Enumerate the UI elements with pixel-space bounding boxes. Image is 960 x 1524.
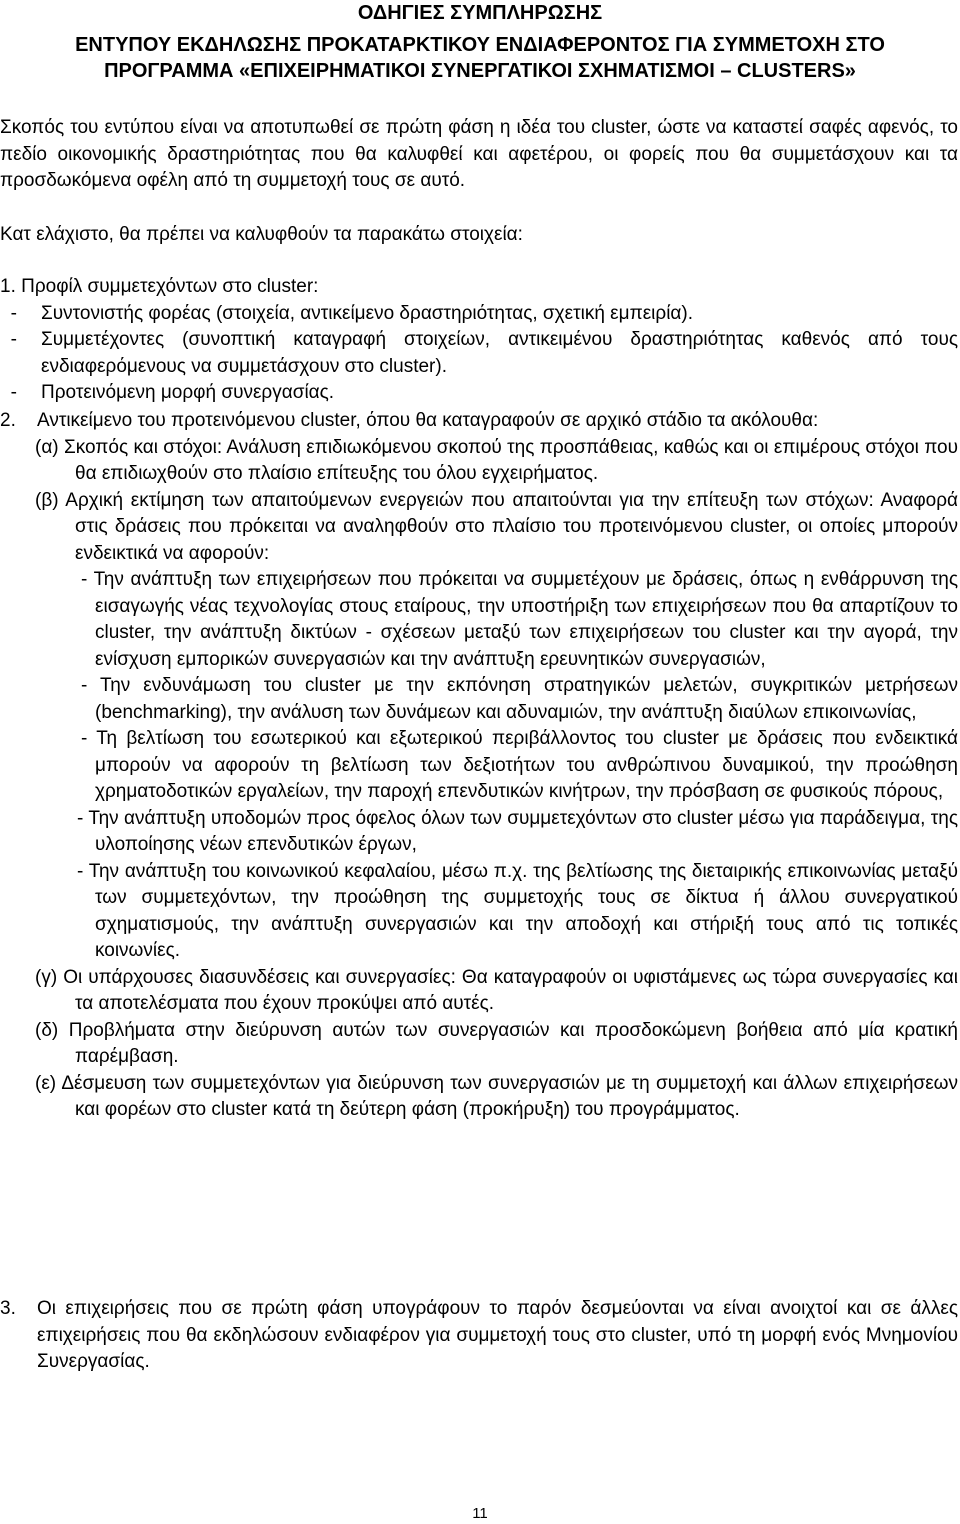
section-3-number: 3. — [0, 1298, 16, 1319]
bullet-cooperation-form: Προτεινόμενη μορφή συνεργασίας. — [41, 382, 335, 403]
intro-paragraph: Σκοπός του εντύπου είναι να αποτυπωθεί σε πρώτη φάση η ιδέα του cluster, ώστε να καταστεί σαφές αφενός, το πεδίο οικονομικής δραστηριότητας που θα καλυφθεί και αφετέρου, οι φορείς που θα συμμετάσχουν και τα προσδωκόμενα οφέλη από τη συμμετοχή τους σε αυτό. — [0, 117, 958, 191]
list-item — [0, 327, 958, 380]
subsection-b — [0, 488, 958, 568]
section-3-row — [0, 1296, 958, 1376]
list-item — [0, 380, 958, 407]
section-2-heading-row — [0, 408, 958, 435]
bullet-dash: - — [10, 329, 17, 350]
section-2-number: 2. — [0, 410, 16, 431]
page-number: 11 — [472, 1505, 488, 1522]
subsection-a-label: (α) — [35, 436, 59, 458]
list-item: - Την ανάπτυξη των επιχειρήσεων που πρόκειται να συμμετέχουν με δράσεις, όπως η ενθάρρυνση της εισαγωγής νέας τεχνολογίας στους εταίρους, την υποστήριξη των επιχειρήσεων που θα απαρτίζουν το cluster, την ανάπτυξη δικτύων - σχέσεων μεταξύ των επιχειρήσεων του cluster και την αγορά, την ενίσχυση εμπορικών συνεργασιών και την ανάπτυξη ερευνητικών συνεργασιών, — [81, 569, 958, 670]
subtitle-line-1: ΕΝΤΥΠΟΥ ΕΚΔΗΛΩΣΗΣ ΠΡΟΚΑΤΑΡΚΤΙΚΟΥ ΕΝΔΙΑΦΕΡΟΝΤΟΣ ΓΙΑ ΣΥΜΜΕΤΟΧΗ ΣΤΟ — [75, 34, 885, 56]
subsection-b-label: (β) — [35, 489, 59, 511]
subsection-b-text: Αρχική εκτίμηση των απαιτούμενων ενεργειών που απαιτούνται για την επίτευξη των στόχων: Αναφορά στις δράσεις που πρόκειται να αναληφθούν στο πλαίσιο του προτεινόμενου cluster, οι οποίες μπορούν ενδεικτικά να αφορούν: — [65, 489, 958, 564]
subsection-e-label: (ε) — [35, 1072, 57, 1094]
document-title: ΟΔΗΓΙΕΣ ΣΥΜΠΛΗΡΩΣΗΣ — [357, 2, 603, 24]
subsection-c — [0, 965, 958, 1018]
subsection-c-label: (γ) — [35, 966, 58, 988]
bullet-dash: - — [10, 382, 17, 403]
list-item: - Την ενδυνάμωση του cluster με την εκπόνηση στρατηγικών μελετών, συγκριτικών μετρήσεων (benchmarking), την ανάλυση των δυνάμεων και αδυναμιών, την ανάπτυξη διαύλων επικοινωνίας, — [81, 675, 958, 723]
list-item: - Τη βελτίωση του εσωτερικού και εξωτερικού περιβάλλοντος του cluster με δράσεις που ενδεικτικά μπορούν να αφορούν τη βελτίωση των δεξιοτήτων του ανθρώπινου δυναμικού, την προώθηση χρηματοδοτικών εργαλείων, την παροχή επενδυτικών κινήτρων, την πρόσβαση σε φυσικούς πόρους, — [81, 728, 958, 802]
section-1-participants-profile — [0, 274, 958, 407]
bullet-dash: - — [10, 302, 17, 324]
subsection-a — [0, 435, 958, 488]
subsection-c-text: Οι υπάρχουσες διασυνδέσεις και συνεργασίες: Θα καταγραφούν οι υφιστάμενες ως τώρα συνεργασίες και τα αποτελέσματα που έχουν προκύψει από αυτές. — [63, 966, 959, 1014]
document-subtitle — [0, 33, 960, 84]
subsection-e-text: Δέσμευση των συμμετεχόντων για διεύρυνση των συνεργασιών με τη συμμετοχή και άλλων επιχειρήσεων και φορέων στο cluster κατά τη δεύτερη φάση (προκήρυξη) του προγράμματος. — [61, 1072, 959, 1120]
intro-minimum-requirements: Κατ ελάχιστο, θα πρέπει να καλυφθούν τα παρακάτω στοιχεία: — [0, 224, 523, 245]
section-2-heading-first-line: Αντικείμενο του προτεινόμενου cluster, όπου θα καταγραφούν σε αρχικό στάδιο τα ακόλουθα: — [37, 410, 819, 431]
section-3-text: Οι επιχειρήσεις που σε πρώτη φάση υπογράφουν το παρόν δεσμεύονται να είναι ανοιχτοί και σε άλλες επιχειρήσεις που θα εκδηλώσουν ενδιαφέρον για συμμετοχή τους στο cluster, υπό τη μορφή ενός Μνημονίου Συνεργασίας. — [37, 1298, 958, 1372]
subsection-d — [0, 1018, 958, 1071]
list-item: - Την ανάπτυξη υποδομών προς όφελος όλων των συμμετεχόντων στο cluster μέσω για παράδειγμα, της υλοποίησης νέων επενδυτικών έργων, — [77, 807, 958, 855]
bullet-participants: Συμμετέχοντες (συνοπτική καταγραφή στοιχείων, αντικειμένου δραστηριότητας καθενός από τους ενδιαφερόμενους να συμμετάσχουν στο cluster). — [41, 329, 958, 377]
list-item: - Την ανάπτυξη του κοινωνικού κεφαλαίου, μέσω π.χ. της βελτίωσης της διεταιρικής επικοινωνίας μεταξύ των συμμετεχόντων, την προώθηση της συμμετοχής τους σε δίκτυα ή άλλου συνεργατικού σχηματισμούς, την ανάπτυξη συνεργασιών και την αποδοχή και στήριξή τους από τις τοπικές κοινωνίες. — [77, 860, 958, 961]
subtitle-line-2: ΠΡΟΓΡΑΜΜΑ «ΕΠΙΧΕΙΡΗΜΑΤΙΚΟΙ ΣΥΝΕΡΓΑΤΙΚΟΙ ΣΧΗΜΑΤΙΣΜΟΙ – CLUSTERS» — [104, 59, 856, 82]
subsection-a-text: Σκοπός και στόχοι: Ανάλυση επιδιωκόμενου σκοπού της προσπάθειας, καθώς και οι επιμέρους στόχοι που θα επιδιωχθούν στο πλαίσιο επίτευξης του όλου εγχειρήματος. — [63, 436, 959, 484]
section-1-heading: 1. Προφίλ συμμετεχόντων στο cluster: — [0, 276, 319, 297]
list-item — [0, 301, 958, 328]
bullet-coordinator: Συντονιστής φορέας (στοιχεία, αντικείμενο δραστηριότητας, σχετική εμπειρία). — [41, 302, 694, 324]
subsection-e — [0, 1071, 958, 1124]
subsection-d-text: Προβλήματα στην διεύρυνση αυτών των συνεργασιών και προσδοκώμενη βοήθεια από μία κρατική παρέμβαση. — [68, 1019, 958, 1067]
subsection-d-label: (δ) — [35, 1019, 59, 1041]
section-2-cluster-object — [0, 408, 958, 1124]
section-3-memorandum — [0, 1296, 958, 1376]
